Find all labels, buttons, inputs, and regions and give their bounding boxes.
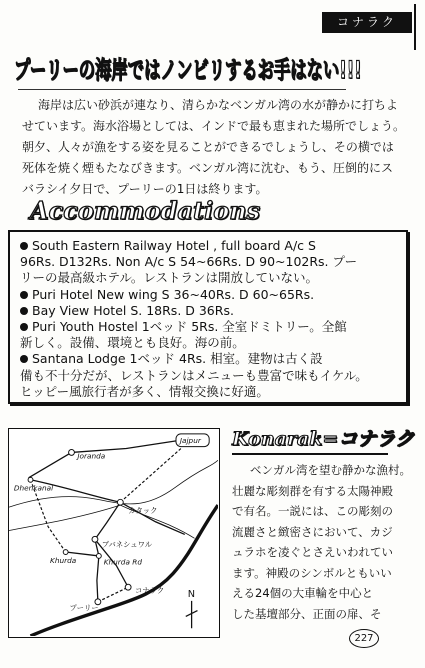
hotel-entry-text: South Eastern Railway Hotel , full board A/c S [32, 238, 316, 253]
hotel-entry-line [20, 303, 406, 319]
map-label-puri: プーリー [69, 603, 99, 613]
map-label-khurda-rd: Khurda Rd [103, 557, 142, 567]
konarak-line: える24個の大車輪を中心と [232, 586, 374, 600]
konarak-line: した基壇部分、正面の扉、そ [232, 606, 382, 621]
road-line [98, 587, 128, 602]
coastline [31, 505, 218, 636]
hotel-entry-line [20, 319, 406, 335]
intro-line: 朝夕、人々が漁をする姿を見ることができるでしょうし、その横では [22, 140, 394, 154]
bullet-icon [20, 291, 28, 299]
hotel-entry-line: 96Rs. D132Rs. Non A/c S 54~66Rs. D 90~102Rs. プー [20, 254, 358, 270]
compass-north-label: N [187, 588, 196, 600]
bullet-icon [20, 355, 28, 363]
area-map [8, 428, 220, 638]
konarak-heading-underline [232, 453, 388, 455]
bullet-icon [20, 307, 28, 315]
intro-line: バラシイ夕日で、プーリーの1日は終ります。 [22, 182, 268, 196]
road-line [97, 556, 99, 602]
road-line [95, 502, 120, 539]
hotel-entry-line [20, 238, 406, 254]
headline: プーリーの海岸ではノンビリするお手はない!!! [14, 56, 362, 84]
compass-arrow-icon [186, 601, 198, 628]
konarak-line: で有名。一説には、この彫刻の [232, 504, 393, 518]
konarak-line: ベンガル湾を望む静かな漁村。 [250, 463, 411, 477]
map-label-jajpur: Jajpur [179, 436, 201, 446]
city-marker-dhenkanal [28, 477, 33, 482]
konarak-heading: Konarak=コナラク [232, 428, 415, 450]
hotel-entry-text: Bay View Hotel S. 18Rs. D 36Rs. [32, 302, 234, 318]
city-marker-bhubaneswar [92, 536, 98, 542]
intro-line: 死体を焼く煙もたなびきます。ベンガル湾に沈む、もう、圧倒的にス [22, 161, 394, 175]
city-marker-cuttack [117, 499, 123, 505]
hotel-entry-text: Puri Youth Hostel 1ベッド 5Rs. 全室ドミトリー。全館 [32, 319, 347, 335]
intro-paragraph [22, 95, 405, 200]
konarak-line: ます。神殿のシンボルともいい [232, 565, 392, 580]
map-label-bhubaneswar: ブバネシュワル [101, 540, 153, 550]
city-marker-khurda [63, 550, 68, 555]
hotel-entry-text: Puri Hotel New wing S 36~40Rs. D 60~65Rs. [32, 286, 315, 302]
map-label-cuttack: カタック [128, 505, 158, 515]
city-marker-khurda-rd [96, 553, 101, 558]
map-label-dhenkanal: Dhenkanal [13, 483, 54, 493]
railway-line [120, 449, 181, 503]
city-marker-joranda [69, 450, 75, 456]
accommodations-heading: Accommodations [30, 196, 261, 225]
hotel-entry-line [20, 287, 406, 303]
headline-underline [18, 89, 346, 90]
bullet-icon [20, 323, 28, 331]
map-label-khurda: Khurda [50, 555, 77, 565]
konarak-line: ュラホを凌ぐとさえいわれてい [232, 545, 393, 559]
konarak-line: 壮麗な彫刻群を有する太陽神殿 [232, 483, 393, 498]
intro-line: せています。海水浴場としては、インドで最も恵まれた場所でしょう。 [22, 119, 406, 133]
map-label-konarak: コナラク [134, 586, 165, 596]
hotel-entry-text: Santana Lodge 1ベッド 4Rs. 相室。建物は古く設 [32, 351, 323, 367]
hotel-entry-line [20, 351, 406, 367]
hotel-entry-line: 新しく。設備、環境とも良好。海の前。 [20, 335, 245, 351]
konarak-paragraph [232, 460, 411, 624]
konarak-line: 流麗さと緻密さにおいて、カジ [232, 524, 393, 539]
intro-line: 海岸は広い砂浜が連なり、清らかなベンガル湾の水が静かに打ちよ [38, 98, 399, 112]
accommodations-box [8, 230, 408, 404]
page-number: 227 [349, 629, 379, 648]
area-map-svg [9, 429, 218, 636]
road-line [29, 452, 72, 477]
hotel-entry-line: リーの最高級ホテル。レストランは開放していない。 [20, 270, 319, 286]
hotel-entry-line: ヒッピー風旅行者が多く、情報交換に好適。 [20, 383, 269, 399]
page-edge-rule [414, 4, 416, 50]
bullet-icon [20, 242, 28, 250]
map-label-joranda: Joranda [77, 451, 106, 461]
city-marker-konarak [125, 584, 131, 590]
section-tab: コナラク [322, 12, 412, 33]
hotel-entry-line: 備も不十分だが、レストランはメニューも豊富で味もイケル。 [20, 367, 368, 383]
